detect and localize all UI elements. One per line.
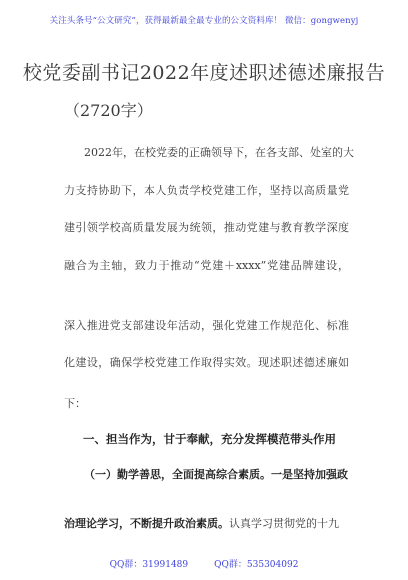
paragraph-line: 化建设，确保学校党建工作取得实效。现述职述德述廉如 <box>64 356 349 369</box>
subsection-heading-continued: 一是坚持加强政 <box>271 468 348 481</box>
bold-text: 治理论学习，不断提升政治素质。 <box>64 517 229 530</box>
section-heading: 一、担当作为，甘于奉献，充分发挥模范带头作用 <box>83 432 336 446</box>
paragraph-line <box>64 515 349 531</box>
paragraph-line: 力支持协助下，本人负责学校党建工作，坚持以高质量党 <box>64 184 349 197</box>
subsection-heading: （一）勤学善思，全面提高综合素质。 <box>84 468 271 481</box>
document-title: 校党委副书记2022年度述职述德述廉报告 <box>22 62 386 84</box>
qq-group-1: QQ群：31991489 <box>109 560 189 570</box>
qq-footer <box>0 557 408 570</box>
paragraph-line: 2022年，在校党委的正确领导下，在各支部、处室的大 <box>84 146 354 159</box>
paragraph-line: 下： <box>64 397 86 410</box>
paragraph-line: 建引领学校高质量发展为统领，推动党建与教育教学深度 <box>64 221 349 234</box>
subsection-heading-line <box>84 466 349 482</box>
word-count: （2720字） <box>64 101 153 120</box>
paragraph-line: 深入推进党支部建设年活动，强化党建工作规范化、标准 <box>64 319 349 332</box>
promo-header: 关注头条号“公文研究”，获得最新最全最专业的公文资料库！ 微信：gongwenyj <box>49 16 359 26</box>
paragraph-line: 融合为主轴，致力于推动“党建＋xxxx”党建品牌建设， <box>64 259 349 272</box>
body-text: 认真学习贯彻党的十九 <box>229 517 339 530</box>
qq-group-2: QQ群：535304092 <box>214 560 299 570</box>
